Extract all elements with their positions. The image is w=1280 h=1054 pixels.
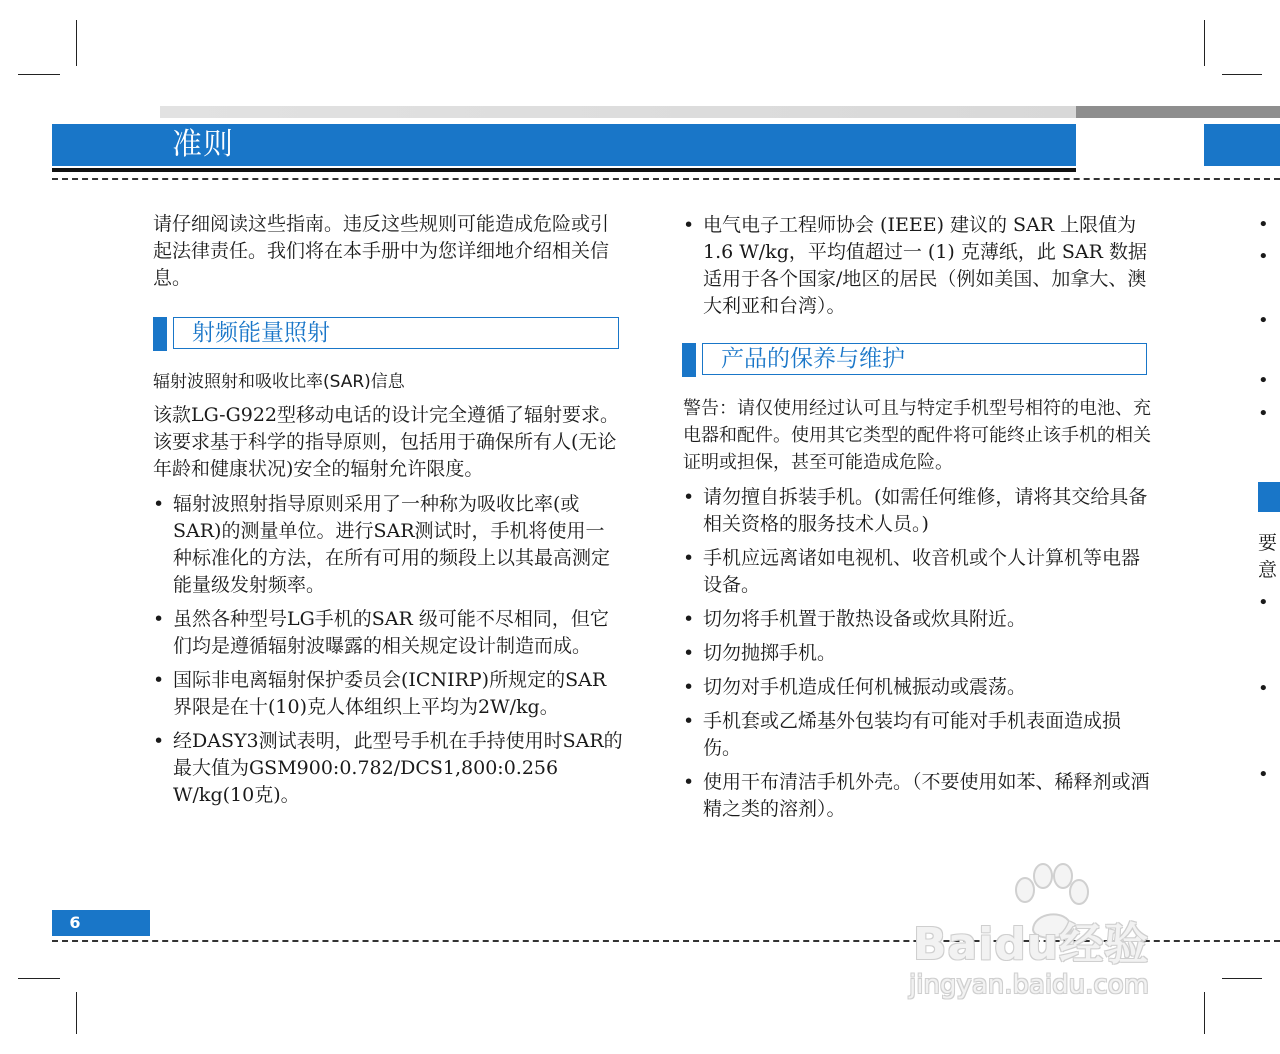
list-item: • 切勿将手机置于散热设备或炊具附近。 [683,606,1151,633]
middle-column-body [683,395,1151,830]
watermark-main-text: Baidu经验 [913,919,1150,970]
section-title-care: 产品的保养与维护 [721,346,905,372]
watermark-url: jingyan.baidu.com [909,970,1149,1000]
next-page-section-marker [1258,482,1280,512]
title-bar [52,124,1076,166]
page-number: 6 [69,913,81,932]
bullet-glyph: • [1258,310,1269,331]
sar-paragraph: 该款LG-G922型移动电话的设计完全遵循了辐射要求。该要求基于科学的指导原则，包括用于确保所有人(无论年龄和健康状况)安全的辐射允许限度。 [153,404,620,480]
sar-bullet-list [153,491,623,809]
crop-mark [76,20,77,66]
list-item: • 手机应远离诸如电视机、收音机或个人计算机等电器设备。 [683,545,1151,599]
list-item: • 切勿抛掷手机。 [683,640,1151,667]
bullet-glyph: • [1258,214,1269,235]
section-heading-rf [153,317,619,351]
sar-subheading: 辐射波照射和吸收比率(SAR)信息 [153,372,405,392]
title-underline [52,168,1076,172]
header-gray-band-dark [1076,106,1280,118]
crop-mark [18,978,60,979]
warning-paragraph: 警告：请仅使用经过认可且与特定手机型号相符的电池、充电器和配件。使用其它类型的配件将可能终止该手机的相关证明或担保，甚至可能造成危险。 [683,398,1151,473]
intro-paragraph: 请仔细阅读这些指南。违反这些规则可能造成危险或引起法律责任。我们将在本手册中为您详细地介绍相关信息。 [153,213,610,289]
list-item: • 辐射波照射指导原则采用了一种称为吸收比率(或SAR)的测量单位。进行SAR测试时，手机将使用一种标准化的方法，在所有可用的频段上以其最高测定能量级发射频率。 [153,491,623,599]
section-title-rf: 射频能量照射 [192,320,330,346]
crop-mark [1222,74,1262,75]
list-item: • 使用干布清洁手机外壳。（不要使用如苯、稀释剂或酒精之类的溶剂）。 [683,769,1151,823]
left-column [153,211,623,292]
bullet-glyph: • [1258,592,1269,613]
list-item: • 经DASY3测试表明，此型号手机在手持使用时SAR的最大值为GSM900:0.782/DCS1,800:0.256 W/kg(10克)。 [153,728,623,809]
section-heading-box [702,343,1147,375]
crop-mark [18,74,60,75]
next-page-text-fragment: 要 [1258,532,1278,554]
list-item: • 手机套或乙烯基外包装均有可能对手机表面造成损伤。 [683,708,1151,762]
care-bullet-list [683,484,1151,823]
list-item: • 切勿对手机造成任何机械振动或震荡。 [683,674,1151,701]
section-heading-box [173,317,619,349]
list-item: • 国际非电离辐射保护委员会(ICNIRP)所规定的SAR界限是在十(10)克人体组织上平均为2W/kg。 [153,667,623,721]
bullet-glyph: • [1258,678,1269,699]
section-marker [153,317,167,351]
section-heading-care [682,343,1147,377]
bullet-glyph: • [1258,403,1269,424]
next-page-text-fragment: 意 [1258,559,1278,581]
section-marker [682,343,696,377]
list-item: • 电气电子工程师协会 (IEEE) 建议的 SAR 上限值为 1.6 W/kg，平均值超过一 (1) 克薄纸，此 SAR 数据适用于各个国家/地区的居民（例如美国、加拿大、澳大利亚和台湾）。 [683,212,1151,320]
bullet-glyph: • [1258,246,1269,267]
ieee-bullet-list [683,212,1151,320]
bullet-glyph: • [1258,764,1269,785]
title-bar-next-page [1204,124,1280,166]
list-item: • 请勿擅自拆装手机。(如需任何维修，请将其交给具备相关资格的服务技术人员。) [683,484,1151,538]
crop-mark [1222,978,1262,979]
baidu-watermark [905,880,1205,1010]
bullet-glyph: • [1258,370,1269,391]
left-column-body [153,370,623,816]
list-item: • 虽然各种型号LG手机的SAR 级可能不尽相同，但它们均是遵循辐射波曝露的相关规定设计制造而成。 [153,606,623,660]
crop-mark [76,992,77,1034]
page-title: 准则 [172,127,234,162]
crop-mark [1204,20,1205,66]
middle-column-top [683,212,1151,327]
header-dashed-divider [52,178,1280,180]
